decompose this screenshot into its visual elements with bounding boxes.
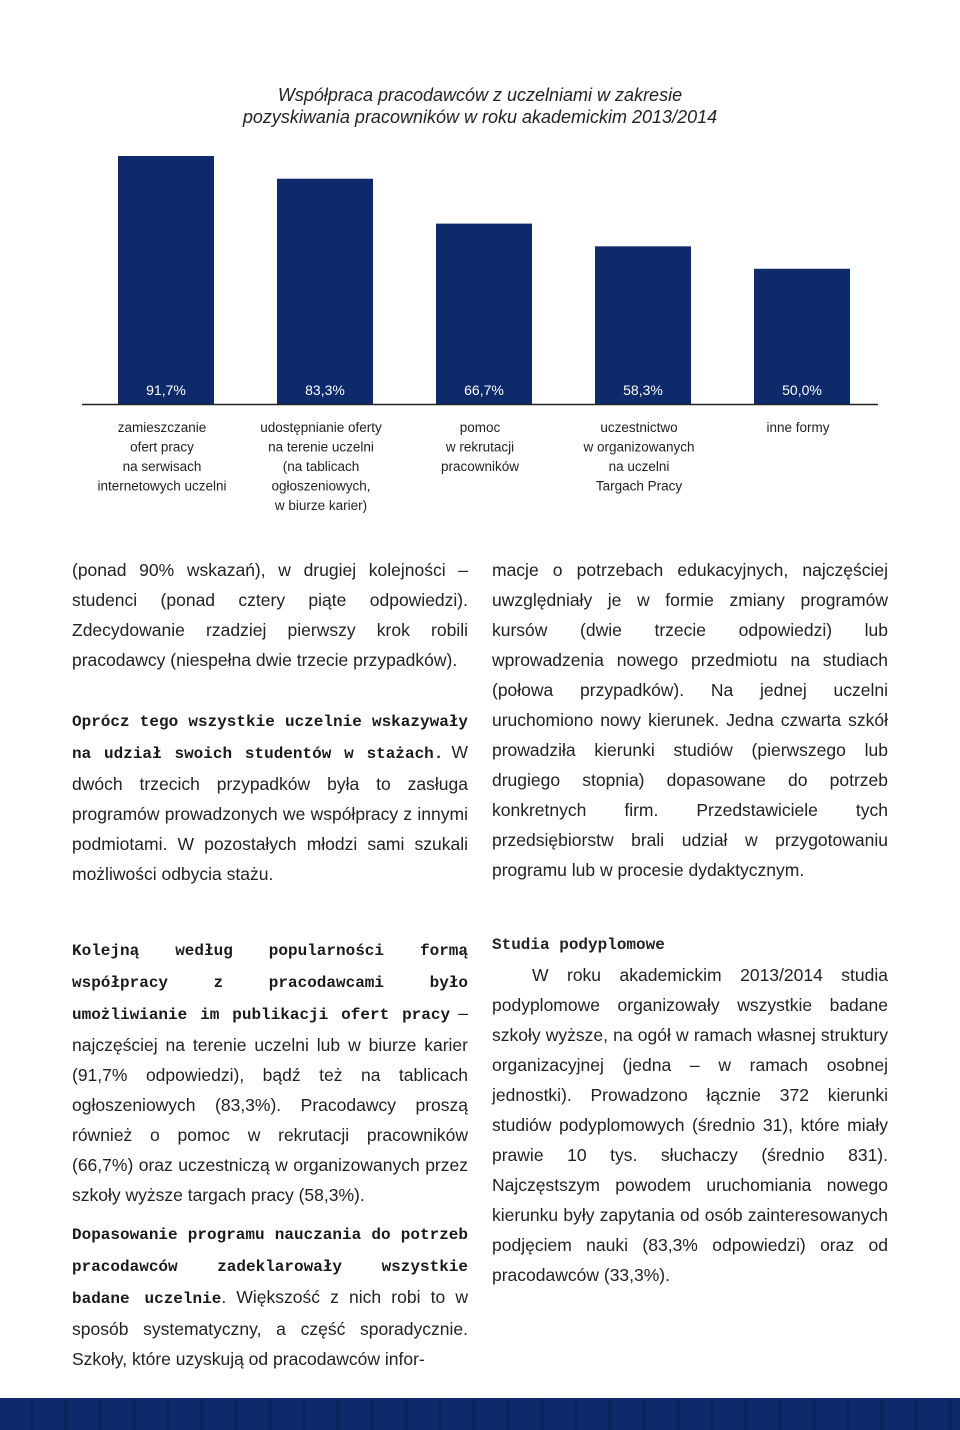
left-paragraph-3-text: – najczęściej na terenie uczelni lub w biurze karier (91,7% odpowiedzi), bądź też na tablicach ogłoszeniowych (83,3%). Pracodawcy proszą również o pomoc w rekrutacji pracowników (66,7%) oraz uczestniczą w organizowanych przez szkoły wyższe targach pracy (58,3%). (72, 1003, 468, 1205)
category-label-3-line-1: pomoc (459, 420, 501, 435)
right-column (492, 555, 888, 1290)
bar-value-label-3: 66,7% (464, 382, 504, 398)
category-label-1-line-1: zamieszczanie (117, 420, 207, 435)
bar-4 (595, 246, 691, 404)
category-label-1-line-4: internetowych uczelni (97, 478, 227, 494)
category-label-2-line-4: ogłoszeniowych, (271, 478, 371, 494)
bar-value-label-5: 50,0% (782, 382, 822, 398)
category-label-4-line-4: Targach Pracy (595, 478, 683, 494)
category-label-2-line-3: (na tablicach (282, 459, 360, 474)
chart-title-line-2: pozyskiwania pracowników w roku akademickim 2013/2014 (242, 107, 718, 127)
left-paragraph-4-text: . Większość z nich robi to w sposób systematyczny, a część sporadycznie. Szkoły, które uzyskują od pracodawców infor- (72, 1287, 469, 1369)
bar-chart (0, 0, 960, 530)
category-label-1-line-3: na serwisach (122, 459, 202, 474)
left-paragraph-3 (72, 934, 468, 1210)
left-paragraph-2-text: W dwóch trzecich przypadków była to zasługa programów prowadzonych we współpracy z innymi podmiotami. W pozostałych młodzi sami szukali możliwości odbycia stażu. (72, 742, 468, 884)
category-label-4-line-2: w organizowanych (583, 439, 695, 455)
left-paragraph-3-bold: Kolejną według popularności formą współpracy z pracodawcami było umożliwianie im publikacji ofert pracy (72, 942, 468, 1024)
right-paragraph-2: W roku akademickim 2013/2014 studia podyplomowe organizowały wszystkie badane szkoły wyższe, na ogół w ramach własnej struktury organizacyjnej (jedna – w ramach osobnej jednostki). Prowadzono łącznie 372 kierunki studiów podyplomowych (średnio 31), które miały prawie 10 tys. słuchaczy (średnio 831). Najczęstszym powodem uruchomiania nowego kierunku były zapytania od osób zainteresowanych podjęciem nauki (83,3% odpowiedzi) oraz od pracodawców (33,3%). (492, 965, 888, 1285)
bar-3 (436, 224, 532, 404)
chart-title-line-1: Współpraca pracodawców z uczelniami w zakresie (277, 85, 683, 105)
right-paragraph-1: macje o potrzebach edukacyjnych, najczęściej uwzględniały je w formie zmiany programów kursów (dwie trzecie odpowiedzi) lub wprowadzenia nowego przedmiotu na studiach (połowa przypadków). Na jednej uczelni uruchomiono nowy kierunek. Jedna czwarta szkół prowadziła kierunki studiów (pierwszego lub drugiego stopnia) dopasowane do potrzeb konkretnych firm. Przedstawiciele tych przedsiębiorstw brali udział w przygotowaniu programu lub w procesie dydaktycznym. (492, 560, 888, 880)
category-label-1-line-2: ofert pracy (130, 439, 194, 455)
left-paragraph-2 (72, 705, 468, 889)
category-label-2-line-2: na terenie uczelni (268, 439, 374, 455)
left-paragraph-4-bold: Dopasowanie programu nauczania do potrzeb pracodawców zadeklarowały wszystkie badane uczelnie (72, 1226, 468, 1308)
bar-2 (277, 179, 373, 404)
left-paragraph-1: (ponad 90% wskazań), w drugiej kolejności – studenci (ponad cztery piąte odpowiedzi). Zdecydowanie rzadziej pierwszy krok robili pracodawcy (niespełna dwie trzecie przypadków). (72, 560, 468, 670)
bar-value-label-1: 91,7% (146, 382, 186, 398)
category-label-4-line-1: uczestnictwo (600, 420, 678, 435)
bar-1 (118, 156, 214, 404)
left-paragraph-2-bold: Oprócz tego wszystkie uczelnie wskazywały na udział swoich studentów w stażach. (72, 713, 468, 763)
category-label-5-line-1: inne formy (766, 420, 830, 435)
bar-value-label-2: 83,3% (305, 382, 345, 398)
left-paragraph-4 (72, 1218, 468, 1374)
category-label-4-line-3: na uczelni (608, 459, 670, 474)
category-label-3-line-2: w rekrutacji (445, 439, 515, 455)
section-heading-studia-podyplomowe: Studia podyplomowe (492, 936, 665, 954)
category-label-2-line-1: udostępnianie oferty (260, 420, 382, 435)
left-column (72, 555, 468, 1374)
category-label-3-line-3: pracowników (440, 459, 520, 474)
bar-value-label-4: 58,3% (623, 382, 663, 398)
category-label-2-line-5: w biurze karier) (274, 498, 368, 513)
footer-bar (0, 1398, 960, 1430)
